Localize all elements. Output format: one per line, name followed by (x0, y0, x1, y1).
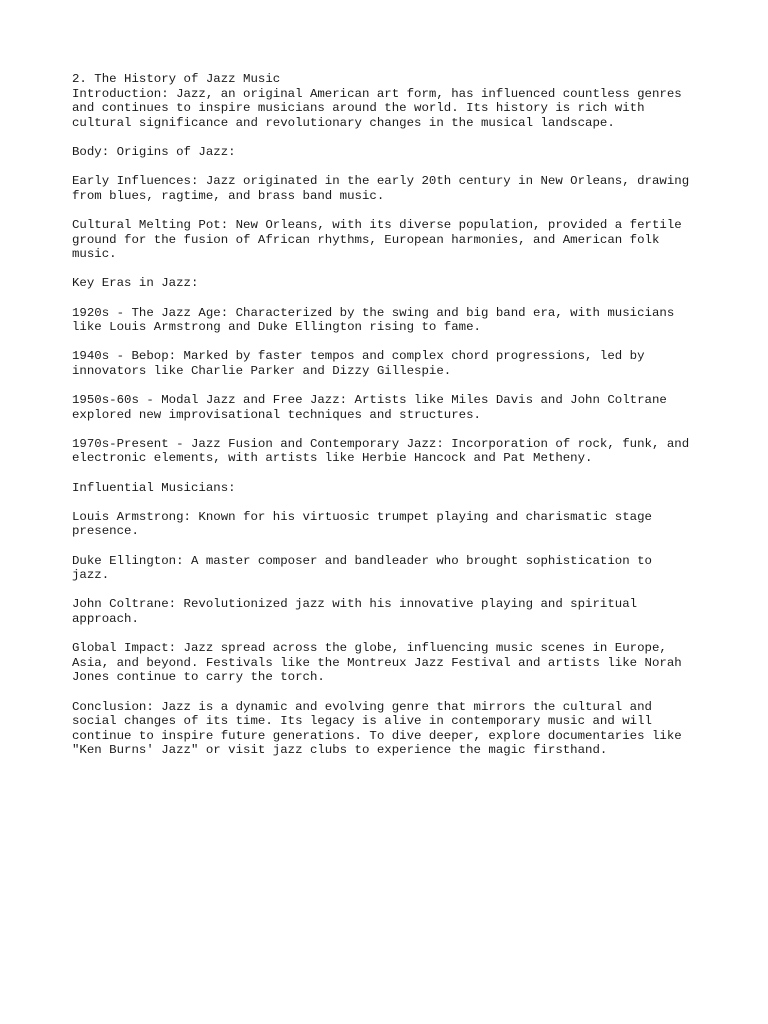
text-line: from blues, ragtime, and brass band music. (72, 188, 385, 203)
paragraph (72, 218, 712, 262)
text-line: 1920s - The Jazz Age: Characterized by the swing and big band era, with musicians (72, 305, 675, 320)
document-page (72, 72, 712, 773)
text-line: innovators like Charlie Parker and Dizzy Gillespie. (72, 363, 452, 378)
text-line: 1940s - Bebop: Marked by faster tempos and complex chord progressions, led by (72, 349, 645, 364)
text-line: approach. (72, 611, 139, 626)
paragraph (72, 641, 712, 685)
paragraph (72, 145, 712, 160)
text-line: presence. (72, 524, 139, 539)
paragraph (72, 276, 712, 291)
paragraph (72, 700, 712, 758)
paragraph (72, 349, 712, 378)
text-line: like Louis Armstrong and Duke Ellington rising to fame. (72, 320, 481, 335)
paragraph (72, 306, 712, 335)
document-body (72, 87, 712, 758)
paragraph (72, 597, 712, 626)
text-line: ground for the fusion of African rhythms, European harmonies, and American folk (72, 232, 660, 247)
paragraph (72, 437, 712, 466)
text-line: 1970s-Present - Jazz Fusion and Contemporary Jazz: Incorporation of rock, funk, and (72, 436, 690, 451)
paragraph (72, 87, 712, 131)
text-line: Early Influences: Jazz originated in the early 20th century in New Orleans, drawing (72, 174, 690, 189)
text-line: John Coltrane: Revolutionized jazz with his innovative playing and spiritual (72, 597, 638, 612)
text-line: Asia, and beyond. Festivals like the Montreux Jazz Festival and artists like Norah (72, 655, 682, 670)
paragraph (72, 510, 712, 539)
text-line: Global Impact: Jazz spread across the globe, influencing music scenes in Europe, (72, 641, 667, 656)
text-line: and continues to inspire musicians around the world. Its history is rich with (72, 101, 645, 116)
text-line: "Ken Burns' Jazz" or visit jazz clubs to experience the magic firsthand. (72, 743, 608, 758)
paragraph (72, 481, 712, 496)
text-line: cultural significance and revolutionary changes in the musical landscape. (72, 115, 615, 130)
text-line: electronic elements, with artists like Herbie Hancock and Pat Metheny. (72, 451, 593, 466)
text-line: 1950s-60s - Modal Jazz and Free Jazz: Artists like Miles Davis and John Coltrane (72, 393, 667, 408)
text-line: social changes of its time. Its legacy is alive in contemporary music and will (72, 714, 652, 729)
text-line: jazz. (72, 568, 110, 583)
text-line: Conclusion: Jazz is a dynamic and evolving genre that mirrors the cultural and (72, 699, 652, 714)
text-line: continue to inspire future generations. To dive deeper, explore documentaries like (72, 728, 682, 743)
paragraph (72, 554, 712, 583)
paragraph (72, 393, 712, 422)
text-line: Cultural Melting Pot: New Orleans, with its diverse population, provided a fertile (72, 217, 682, 232)
text-line: Louis Armstrong: Known for his virtuosic trumpet playing and charismatic stage (72, 509, 652, 524)
paragraph (72, 174, 712, 203)
text-line: Duke Ellington: A master composer and bandleader who brought sophistication to (72, 553, 652, 568)
text-line: music. (72, 247, 117, 262)
text-line: Influential Musicians: (72, 480, 236, 495)
text-line: Key Eras in Jazz: (72, 276, 199, 291)
text-line: Body: Origins of Jazz: (72, 144, 236, 159)
text-line: Introduction: Jazz, an original American art form, has influenced countless genres (72, 86, 682, 101)
text-line: explored new improvisational techniques and structures. (72, 407, 481, 422)
text-line: Jones continue to carry the torch. (72, 670, 325, 685)
document-title: 2. The History of Jazz Music (72, 72, 281, 86)
